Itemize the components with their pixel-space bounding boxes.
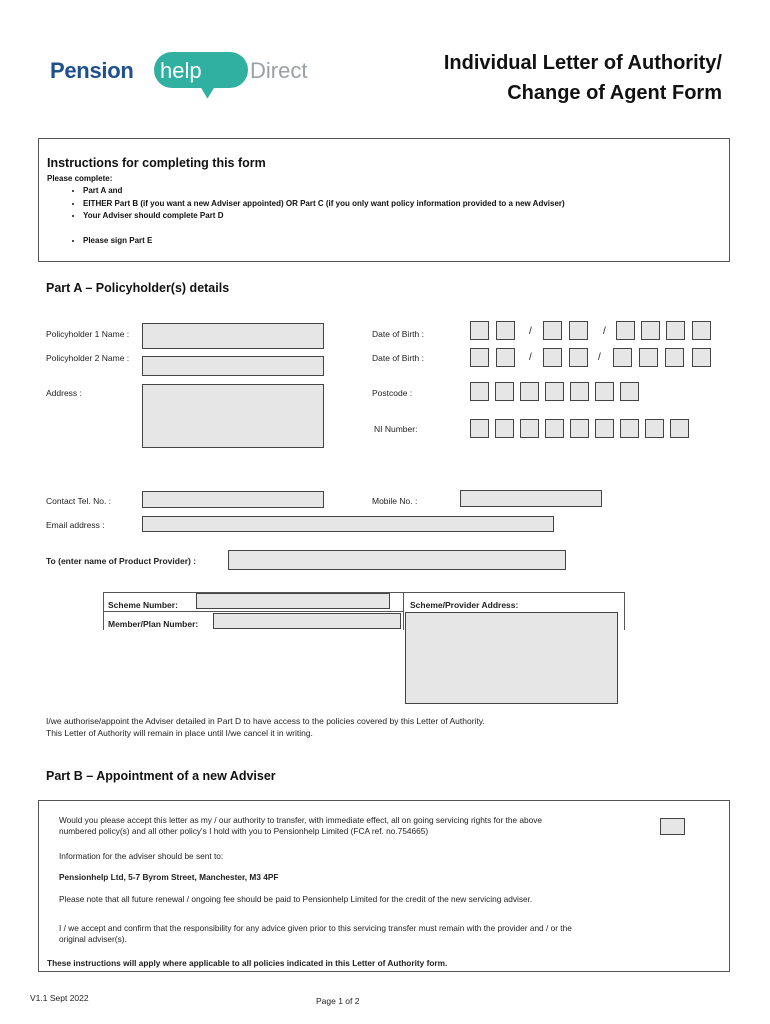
logo-word-pension: Pension bbox=[50, 58, 134, 83]
accept-transfer-checkbox[interactable] bbox=[660, 818, 685, 835]
dob2-year-box[interactable] bbox=[639, 348, 658, 367]
part-a-title: Part A – Policyholder(s) details bbox=[46, 281, 230, 295]
ni-number-box[interactable] bbox=[620, 419, 639, 438]
part-b-footer: These instructions will apply where applicable to all policies indicated in this Letter of Authority form. bbox=[47, 958, 448, 968]
ni-number-box[interactable] bbox=[545, 419, 564, 438]
authorise-line2: This Letter of Authority will remain in place until I/we cancel it in writing. bbox=[46, 728, 313, 738]
policyholder2-label: Policyholder 2 Name : bbox=[46, 353, 130, 363]
dob2-month-box[interactable] bbox=[569, 348, 588, 367]
postcode-box[interactable] bbox=[620, 382, 639, 401]
scheme-address-label: Scheme/Provider Address: bbox=[410, 600, 519, 610]
address-field[interactable] bbox=[142, 384, 324, 448]
policyholder1-name-field[interactable] bbox=[142, 323, 324, 349]
form-title bbox=[444, 48, 722, 108]
instruction-item: • Your Adviser should complete Part D bbox=[83, 210, 565, 223]
form-title-line2: Change of Agent Form bbox=[507, 82, 722, 104]
dob1-day-box[interactable] bbox=[496, 321, 515, 340]
dob2-year-box[interactable] bbox=[665, 348, 684, 367]
contact-tel-label: Contact Tel. No. : bbox=[46, 496, 112, 506]
ni-number-box[interactable] bbox=[645, 419, 664, 438]
dob1-day-box[interactable] bbox=[470, 321, 489, 340]
dob2-day-box[interactable] bbox=[470, 348, 489, 367]
scheme-address-field[interactable] bbox=[405, 612, 618, 704]
ni-number-box[interactable] bbox=[670, 419, 689, 438]
part-b-para2: Information for the adviser should be sent to: bbox=[59, 851, 224, 861]
policyholder2-name-field[interactable] bbox=[142, 356, 324, 376]
part-b-para3: Please note that all future renewal / ongoing fee should be paid to Pensionhelp Limited for the credit of the new servicing adviser. bbox=[59, 894, 533, 904]
email-label: Email address : bbox=[46, 520, 105, 530]
dob2-year-box[interactable] bbox=[692, 348, 711, 367]
contact-tel-field[interactable] bbox=[142, 491, 324, 508]
ni-number-box[interactable] bbox=[570, 419, 589, 438]
part-b-para4-line1: I / we accept and confirm that the responsibility for any advice given prior to this servicing transfer must remain with the provider and / or the bbox=[59, 923, 572, 933]
instruction-item: • Part A and bbox=[83, 185, 565, 198]
ni-number-box[interactable] bbox=[495, 419, 514, 438]
please-complete-label: Please complete: bbox=[47, 174, 113, 183]
part-b-title: Part B – Appointment of a new Adviser bbox=[46, 769, 276, 783]
member-plan-label: Member/Plan Number: bbox=[108, 619, 199, 629]
postcode-label: Postcode : bbox=[372, 388, 413, 398]
postcode-box[interactable] bbox=[520, 382, 539, 401]
ni-number-label: NI Number: bbox=[374, 424, 418, 434]
authorise-line1: I/we authorise/appoint the Adviser detailed in Part D to have access to the policies covered by this Letter of Authority. bbox=[46, 716, 485, 726]
part-b-box bbox=[38, 800, 730, 972]
part-b-para1-line2: numbered policy(s) and all other policy's I hold with you to Pensionhelp Limited (FCA ref. no.754665) bbox=[59, 826, 429, 836]
mobile-label: Mobile No. : bbox=[372, 496, 418, 506]
provider-label: To (enter name of Product Provider) : bbox=[46, 556, 197, 566]
dob1-month-box[interactable] bbox=[569, 321, 588, 340]
postcode-box[interactable] bbox=[570, 382, 589, 401]
date-separator: / bbox=[529, 326, 532, 337]
dob1-label: Date of Birth : bbox=[372, 329, 424, 339]
dob2-day-box[interactable] bbox=[496, 348, 515, 367]
logo-word-help: help bbox=[160, 58, 202, 83]
ni-number-box[interactable] bbox=[595, 419, 614, 438]
postcode-box[interactable] bbox=[495, 382, 514, 401]
ni-number-box[interactable] bbox=[470, 419, 489, 438]
speech-bubble-tail bbox=[199, 80, 221, 99]
policyholder1-label: Policyholder 1 Name : bbox=[46, 329, 130, 339]
dob2-label: Date of Birth : bbox=[372, 353, 424, 363]
page-number: Page 1 of 2 bbox=[316, 996, 360, 1006]
part-b-para4-line2: original adviser(s). bbox=[59, 934, 127, 944]
address-label: Address : bbox=[46, 388, 82, 398]
date-separator: / bbox=[529, 352, 532, 363]
dob1-year-box[interactable] bbox=[616, 321, 635, 340]
member-plan-field[interactable] bbox=[213, 613, 401, 629]
mobile-field[interactable] bbox=[460, 490, 602, 507]
instruction-item: • Please sign Part E bbox=[83, 235, 565, 248]
scheme-number-field[interactable] bbox=[196, 593, 390, 609]
part-b-address: Pensionhelp Ltd, 5-7 Byrom Street, Manchester, M3 4PF bbox=[59, 872, 279, 882]
postcode-box[interactable] bbox=[470, 382, 489, 401]
email-field[interactable] bbox=[142, 516, 554, 532]
part-b-para1-line1: Would you please accept this letter as my / our authority to transfer, with immediate effect, all on going servicing rights for the above bbox=[59, 815, 543, 825]
ni-number-box[interactable] bbox=[520, 419, 539, 438]
dob1-year-box[interactable] bbox=[666, 321, 685, 340]
dob1-year-box[interactable] bbox=[641, 321, 660, 340]
postcode-box[interactable] bbox=[595, 382, 614, 401]
scheme-table-divider bbox=[103, 611, 403, 612]
logo-word-direct: Direct bbox=[250, 58, 308, 83]
date-separator: / bbox=[603, 326, 606, 337]
scheme-table-divider bbox=[403, 592, 404, 630]
postcode-box[interactable] bbox=[545, 382, 564, 401]
dob1-month-box[interactable] bbox=[543, 321, 562, 340]
dob2-month-box[interactable] bbox=[543, 348, 562, 367]
instructions-list bbox=[63, 185, 565, 247]
dob1-year-box[interactable] bbox=[692, 321, 711, 340]
date-separator: / bbox=[598, 352, 601, 363]
instruction-item: • EITHER Part B (if you want a new Adviser appointed) OR Part C (if you only want policy information provided to a new Adviser) bbox=[83, 198, 565, 211]
scheme-number-label: Scheme Number: bbox=[108, 600, 178, 610]
instructions-box bbox=[38, 138, 730, 262]
provider-name-field[interactable] bbox=[228, 550, 566, 570]
instructions-heading: Instructions for completing this form bbox=[47, 156, 266, 170]
dob2-year-box[interactable] bbox=[613, 348, 632, 367]
form-title-line1: Individual Letter of Authority/ bbox=[443, 52, 722, 74]
version-label: V1.1 Sept 2022 bbox=[30, 993, 89, 1003]
pensionhelp-direct-logo bbox=[50, 50, 310, 100]
